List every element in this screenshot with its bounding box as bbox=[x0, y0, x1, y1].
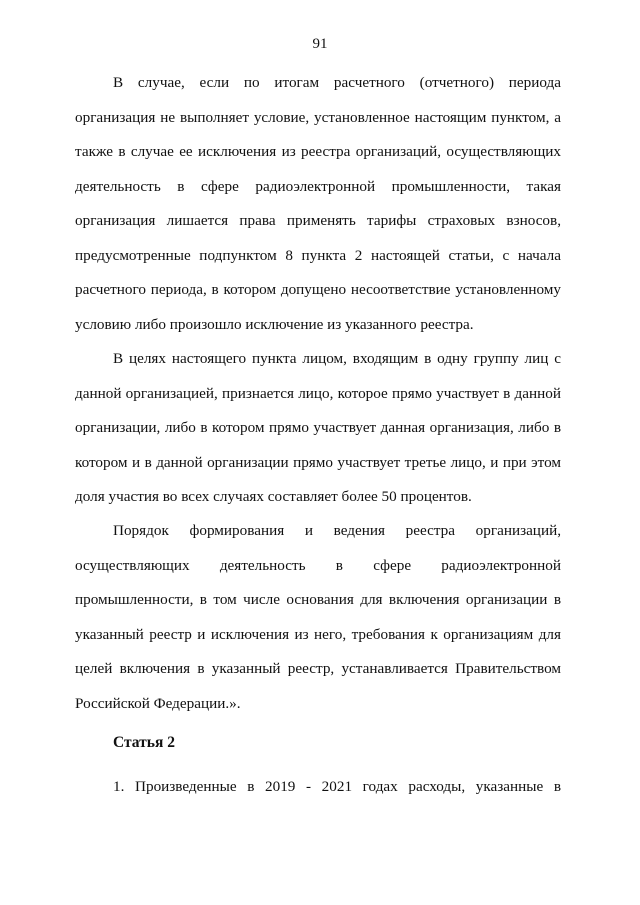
paragraph-1: В случае, если по итогам расчетного (отчетного) периода организация не выполняет условие, установленное настоящим пунктом, а также в случае ее исключения из реестра организаций, осуществляющих деятельность в сфере радиоэлектронной промышленности, такая организация лишается права применять тарифы страховых взносов, предусмотренные подпунктом 8 пункта 2 настоящей статьи, с начала расчетного периода, в котором допущено несоответствие установленному условию либо произошло исключение из указанного реестра. bbox=[75, 74, 561, 333]
paragraph-2: В целях настоящего пункта лицом, входящим в одну группу лиц с данной организацией, признается лицо, которое прямо участвует в данной организации, либо в котором прямо участвует данная организация, либо в котором и в данной организации прямо участвует третье лицо, и при этом доля участия во всех случаях составляет более 50 процентов. bbox=[75, 350, 561, 505]
paragraph-2-block bbox=[75, 342, 561, 515]
article-2-block bbox=[75, 770, 561, 805]
article-heading: Статья 2 bbox=[113, 734, 175, 751]
paragraph-3: Порядок формирования и ведения реестра организаций, осуществляющих деятельность в сфере радиоэлектронной промышленности, в том числе основания для включения организации в указанный реестр и исключения из него, требования к организациям для целей включения в указанный реестр, устанавливается Правительством Российской Федерации.». bbox=[75, 522, 561, 712]
paragraph-1-block bbox=[75, 66, 561, 342]
article-2-paragraph-1: 1. Произведенные в 2019 - 2021 годах расходы, указанные в bbox=[113, 778, 561, 795]
paragraph-3-block bbox=[75, 514, 561, 721]
page-number: 91 bbox=[312, 36, 328, 52]
